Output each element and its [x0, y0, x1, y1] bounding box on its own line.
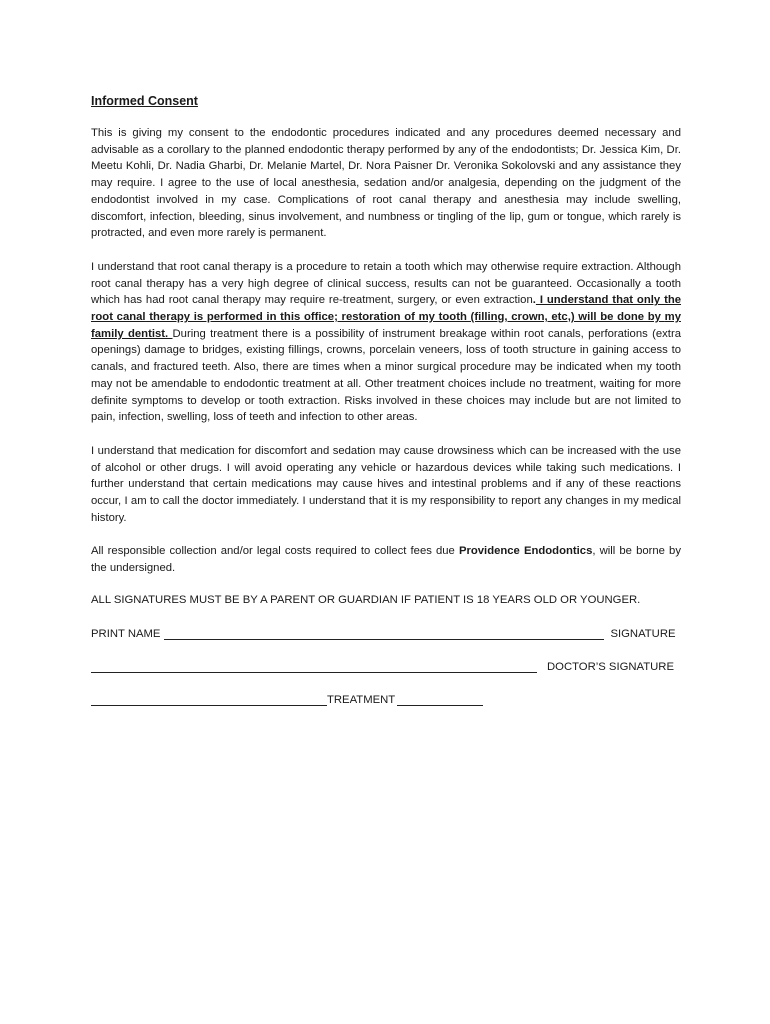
- medication-paragraph: I understand that medication for discomfort and sedation may cause drowsiness which can be increased with the use of alcohol or other drugs. I will avoid operating any vehicle or hazardous devices while taking such medications. I further understand that certain medications may cause hives and intestinal problems and if any of these reactions occur, I am to call the doctor immediately. I understand that it is my responsibility to report any changes in my medical history.: [91, 444, 681, 524]
- period: .: [532, 294, 536, 307]
- consent-document: [91, 94, 681, 723]
- family-dentist-statement: my family dentist.: [91, 311, 681, 340]
- doctor-signature-label: DOCTOR’S SIGNATURE: [547, 660, 674, 673]
- root-canal-paragraph: [91, 259, 681, 426]
- treatment-row: [91, 690, 681, 706]
- practice-name: Providence Endodontics: [458, 545, 593, 558]
- root-canal-text: I understand that root canal therapy is a procedure to retain a tooth which may otherwise require extraction. Although root canal therapy has a very high degree of clinical success, results can not be guaranteed. Occasionally a tooth which has had root canal therapy may require re-treatment, surgery, or even extraction: [91, 260, 681, 307]
- consent-paragraph: This is giving my consent to the endodontic procedures indicated and any procedures deemed necessary and advisable as a corollary to the planned endodontic therapy performed by any of the endodontists; Dr. Jessica Kim, Dr. Meetu Kohli, Dr. Nadia Gharbi, Dr. Melanie Martel, Dr. Nora Paisner Dr. Veronika Sokolovski and any assistance they may require. I agree to the use of local anesthesia, sedation and/or analgesia, depending on the judgment of the endodontist involved in my case. Complications of root canal therapy and anesthesia may include swelling, discomfort, infection, bleeding, sinus involvement, and numbness or tingling of the lip, gum or tongue, which rarely is protracted, and even more rarely is permanent.: [91, 127, 681, 240]
- signature-label: SIGNATURE: [610, 627, 676, 640]
- treatment-date-field[interactable]: [91, 693, 327, 706]
- office-scope-statement-2: therapy is performed in this office; restoration of my tooth (filling, crown, etc,) will be done by: [145, 311, 665, 324]
- collection-text: All responsible collection and/or legal costs required to collect fees due: [91, 545, 459, 558]
- risks-text: During treatment there is a possibility of instrument breakage within root canals, perforations (extra openings) damage to bridges, existing fillings, crowns, porcelain veneers, loss of tooth structure in gaining access to canals, and fractured teeth. Also, there are times when a minor surgical procedure may be indicated when my tooth may not be amendable to endodontic treatment at all. Other treatment choices include no treatment, waiting for more definite symptoms to develop or tooth extraction. Risks involved in these choices may include but are not limited to pain, infection, swelling, loss of teeth and infection to other areas.: [91, 327, 681, 424]
- doctor-signature-field[interactable]: [91, 660, 537, 673]
- document-title: Informed Consent: [91, 94, 198, 108]
- doctor-signature-row: [91, 657, 681, 673]
- treatment-field[interactable]: [397, 693, 483, 706]
- office-scope-statement-1: I understand that only the root canal: [91, 294, 682, 324]
- guardian-notice: ALL SIGNATURES MUST BE BY A PARENT OR GUARDIAN IF PATIENT IS 18 YEARS OLD OR YOUNGER.: [91, 593, 641, 606]
- treatment-label: TREATMENT: [327, 693, 396, 706]
- print-name-label: PRINT NAME: [91, 627, 161, 640]
- collection-text-end: , will be borne by the undersigned.: [91, 545, 681, 575]
- print-name-row: [91, 624, 681, 640]
- print-name-signature-field[interactable]: [164, 627, 604, 640]
- collection-costs-paragraph: [91, 543, 681, 576]
